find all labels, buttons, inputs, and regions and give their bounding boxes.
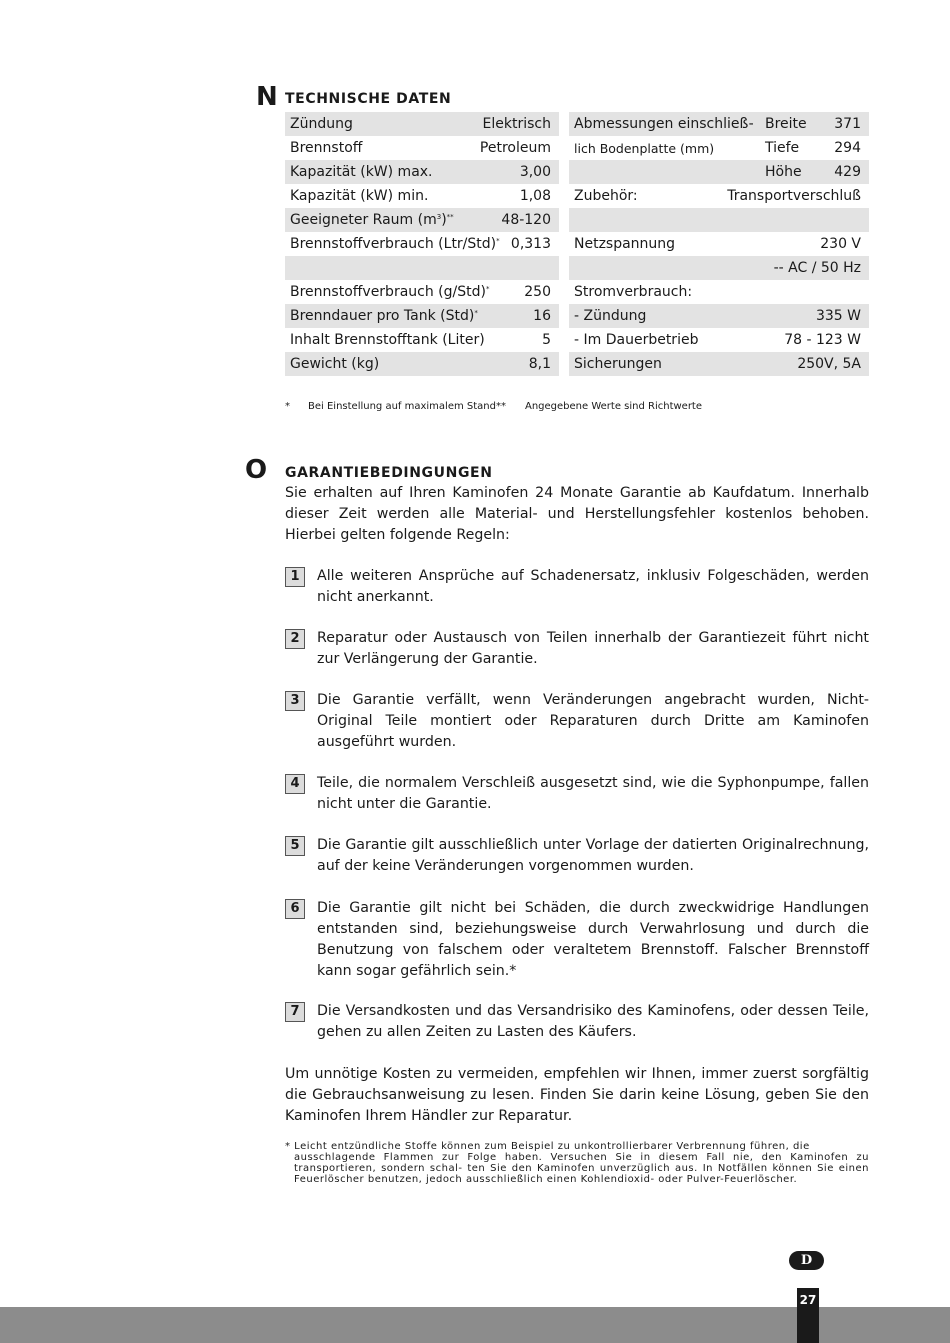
spec-row: Gewicht (kg) 8,1 [285, 352, 559, 376]
spec-table-right [569, 112, 869, 376]
item-text: Reparatur oder Austausch von Teilen innerhalb der Garantiezeit führt nicht zur Verlängerung der Garantie. [317, 630, 869, 667]
section-title-technical-data: TECHNISCHE DATEN [285, 91, 452, 107]
item-text: Alle weiteren Ansprüche auf Schadenersatz, inklusiv Folgeschäden, werden nicht anerkannt. [317, 568, 869, 605]
spec-row: Kapazität (kW) min. 1,08 [290, 188, 551, 204]
item-text: Die Versandkosten und das Versandrisiko des Kaminofens, oder dessen Teile, gehen zu allen Zeiten zu Lasten des Käufers. [317, 1003, 869, 1040]
item-number: 1 [285, 567, 305, 587]
warranty-intro: Sie erhalten auf Ihren Kaminofen 24 Monate Garantie ab Kaufdatum. Innerhalb dieser Zeit werden alle Material- und Herstellungsfehler kostenlos behoben. Hierbei gelten folgende Regeln: [285, 485, 869, 543]
spec-table-left [285, 112, 559, 376]
section-title-warranty: GARANTIEBEDINGUNGEN [285, 465, 493, 481]
language-badge: D [789, 1251, 824, 1270]
item-text: Teile, die normalem Verschleiß ausgesetzt sind, wie die Syphonpumpe, fallen nicht unter die Garantie. [317, 775, 869, 812]
item-number: 3 [285, 691, 305, 711]
spec-row-empty [569, 208, 869, 232]
spec-row: - Im Dauerbetrieb 78 - 123 W [574, 332, 861, 348]
spec-row: Kapazität (kW) max. 3,00 [285, 160, 559, 184]
spec-row: Brennstoff Petroleum [290, 140, 551, 156]
footnote: * Leicht entzündliche Stoffe können zum Beispiel zu unkontrollierbarer Verbrennung führen, die ausschlagende Flammen zur Folge haben. Versuchen Sie in diesem Fall nie, den Kaminofen zu transportieren, sondern schal- ten Sie den Kaminofen unverzüglich aus. In Notfällen können Sie einen Feuerlöscher benutzen, jedoch ausschließlich einen Kohlendioxid- oder Pulver-Feuerlöscher. [285, 1141, 869, 1185]
page-number: 27 [797, 1288, 819, 1343]
item-number: 6 [285, 899, 305, 919]
spec-row: lich Bodenplatte (mm) Tiefe 294 [574, 140, 861, 156]
spec-row: Netzspannung 230 V [574, 236, 861, 252]
item-text: Die Garantie gilt nicht bei Schäden, die durch zweckwidrige Handlungen entstanden sind, beziehungsweise durch Verwahrlosung und durch die Benutzung von falschem oder veraltetem Brennstoff. Falscher Brennstoff kann sogar gefährlich sein.* [317, 900, 869, 979]
spec-row: - Zündung 335 W [569, 304, 869, 328]
section-letter-o: O [245, 455, 268, 485]
item-text: Die Garantie gilt ausschließlich unter Vorlage der datierten Originalrechnung, auf der keine Veränderungen vorgenommen wurden. [317, 837, 869, 874]
spec-row: Brennstoffverbrauch (Ltr/Std)* 0,313 [290, 236, 551, 252]
item-number: 5 [285, 836, 305, 856]
item-text: Die Garantie verfällt, wenn Veränderungen angebracht wurden, Nicht- Original Teile montiert oder Reparaturen durch Dritte am Kaminofen ausgeführt wurden. [317, 692, 869, 750]
spec-note: * Bei Einstellung auf maximalem Stand** Angegebene Werte sind Richtwerte [285, 401, 703, 412]
spec-row: -- AC / 50 Hz [569, 256, 869, 280]
item-number: 2 [285, 629, 305, 649]
spec-row: Sicherungen 250V, 5A [569, 352, 869, 376]
item-number: 7 [285, 1002, 305, 1022]
spec-row: Höhe 429 [569, 160, 869, 184]
spec-row: Brennstoffverbrauch (g/Std)* 250 [290, 284, 551, 300]
warranty-closing: Um unnötige Kosten zu vermeiden, empfehlen wir Ihnen, immer zuerst sorgfältig die Gebrauchsanweisung zu lesen. Finden Sie darin keine Lösung, geben Sie den Kaminofen Ihrem Händler zur Reparatur. [285, 1066, 869, 1124]
spec-row: Stromverbrauch: [574, 284, 693, 300]
spec-row-empty [285, 256, 559, 280]
spec-row: Inhalt Brennstofftank (Liter) 5 [290, 332, 551, 348]
spec-row: Zündung Elektrisch [285, 112, 559, 136]
spec-row: Brenndauer pro Tank (Std)* 16 [285, 304, 559, 328]
spec-row: Geeigneter Raum $(m^3)^{**}$ 48-120 [285, 208, 559, 232]
spec-row: Abmessungen einschließ- Breite 371 [569, 112, 869, 136]
spec-row: Zubehör: Transportverschluß [574, 188, 861, 204]
item-number: 4 [285, 774, 305, 794]
section-letter-n: N [256, 82, 278, 112]
